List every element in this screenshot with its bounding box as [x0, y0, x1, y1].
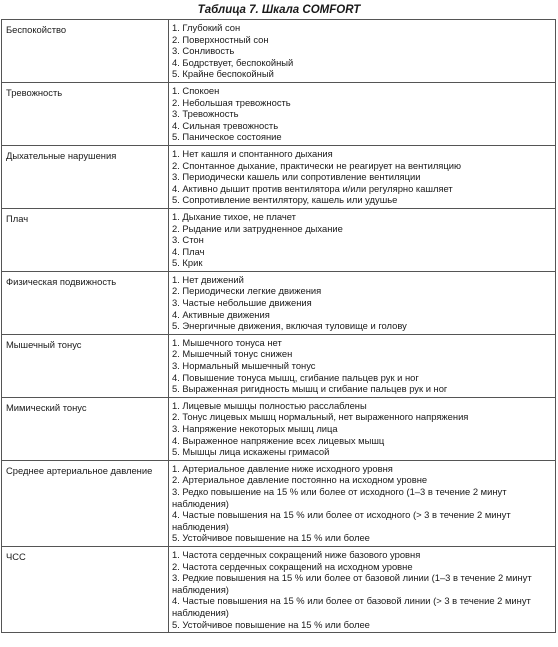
- option-item: 2. Артериальное давление постоянно на исходном уровне: [172, 474, 428, 486]
- table-row: [2, 145, 556, 208]
- parameter-cell: ЧСС: [2, 546, 169, 632]
- option-item: 4. Частые повышения на 15 % или более от базовой линии (> 3 в течение 2 минут наблюдения): [172, 595, 531, 618]
- parameter-cell: Физическая подвижность: [2, 271, 169, 334]
- options-cell: [169, 397, 556, 460]
- option-item: 1. Глубокий сон: [172, 22, 241, 33]
- table-body: [2, 20, 556, 633]
- option-item: 1. Артериальное давление ниже исходного уровня: [172, 462, 393, 474]
- option-item: 4. Выраженное напряжение всех лицевых мышц: [172, 434, 385, 446]
- option-item: 5. Устойчивое повышение на 15 % или более: [172, 532, 370, 544]
- option-item: 3. Редко повышение на 15 % или более от исходного (1–3 в течение 2 минут наблюдения): [172, 485, 507, 509]
- table-title: Таблица 7. Шкала COMFORT: [197, 4, 361, 16]
- parameter-cell: Беспокойство: [2, 20, 169, 83]
- table-row: [2, 460, 556, 546]
- option-item: 3. Сонливость: [172, 45, 235, 57]
- option-item: 2. Рыдание или затрудненное дыхание: [172, 222, 343, 234]
- option-item: 4. Сильная тревожность: [172, 119, 279, 131]
- option-item: 2. Поверхностный сон: [172, 33, 269, 45]
- options-cell: [169, 208, 556, 271]
- option-item: 4. Активные движения: [172, 308, 270, 320]
- option-item: 2. Небольшая тревожность: [172, 96, 291, 108]
- option-item: 5. Крик: [172, 257, 203, 269]
- option-item: 4. Плач: [172, 245, 205, 257]
- option-item: 5. Крайне беспокойный: [172, 68, 274, 80]
- option-item: 3. Нормальный мышечный тонус: [172, 360, 316, 372]
- table-row: [2, 20, 556, 83]
- option-item: 1. Спокоен: [172, 84, 220, 96]
- table-row: [2, 271, 556, 334]
- option-item: 5. Сопротивление вентилятору, кашель или удушье: [172, 194, 398, 206]
- options-cell: [169, 271, 556, 334]
- options-cell: [169, 145, 556, 208]
- option-item: 5. Энергичные движения, включая туловище и голову: [172, 320, 407, 332]
- parameter-cell: Плач: [2, 208, 169, 271]
- option-item: 4. Активно дышит против вентилятора и/или регулярно кашляет: [172, 182, 453, 194]
- option-item: 3. Редкие повышения на 15 % или более от базовой линии (1–3 в течение 2 минут наблюдения): [172, 572, 532, 595]
- parameter-cell: Тревожность: [2, 82, 169, 145]
- parameter-cell: Мышечный тонус: [2, 334, 169, 397]
- options-cell: [169, 460, 556, 546]
- table-row: [2, 397, 556, 460]
- option-item: 1. Частота сердечных сокращений ниже базового уровня: [172, 548, 421, 560]
- option-item: 3. Напряжение некоторых мышц лица: [172, 423, 338, 434]
- table-row: [2, 334, 556, 397]
- option-item: 4. Бодрствует, беспокойный: [172, 56, 294, 68]
- option-item: 4. Повышение тонуса мышц, сгибание пальцев рук и ног: [172, 371, 419, 383]
- parameter-cell: Среднее артериальное давление: [2, 460, 169, 546]
- table-row: [2, 546, 556, 632]
- option-item: 3. Частые небольшие движения: [172, 297, 312, 309]
- option-item: 1. Мышечного тонуса нет: [172, 336, 282, 348]
- option-item: 1. Лицевые мышцы полностью расслаблены: [172, 399, 367, 411]
- option-item: 5. Устойчивое повышение на 15 % или более: [172, 618, 370, 630]
- option-item: 2. Мышечный тонус снижен: [172, 348, 293, 360]
- option-item: 2. Спонтанное дыхание, практически не реагирует на вентиляцию: [172, 159, 462, 171]
- options-cell: [169, 20, 556, 83]
- option-item: 5. Мышцы лица искажены гримасой: [172, 446, 330, 458]
- option-item: 1. Нет движений: [172, 273, 244, 285]
- option-item: 5. Выраженная ригидность мышц и сгибание пальцев рук и ног: [172, 383, 448, 395]
- option-item: 2. Тонус лицевых мышц нормальный, нет выраженного напряжения: [172, 411, 469, 423]
- option-item: 3. Стон: [172, 234, 204, 246]
- table-row: [2, 82, 556, 145]
- options-cell: [169, 334, 556, 397]
- option-item: 1. Нет кашля и спонтанного дыхания: [172, 147, 333, 159]
- option-item: 2. Частота сердечных сокращений на исходном уровне: [172, 560, 413, 572]
- parameter-cell: Мимический тонус: [2, 397, 169, 460]
- comfort-scale-table: [1, 19, 556, 633]
- option-item: 3. Периодически кашель или сопротивление вентиляции: [172, 171, 421, 183]
- options-cell: [169, 82, 556, 145]
- options-cell: [169, 546, 556, 632]
- option-item: 1. Дыхание тихое, не плачет: [172, 210, 296, 222]
- option-item: 4. Частые повышения на 15 % или более от исходного (> 3 в течение 2 минут наблюдения): [172, 509, 511, 532]
- parameter-cell: Дыхательные нарушения: [2, 145, 169, 208]
- option-item: 2. Периодически легкие движения: [172, 285, 322, 297]
- option-item: 3. Тревожность: [172, 108, 239, 120]
- option-item: 5. Паническое состояние: [172, 131, 282, 143]
- table-row: [2, 208, 556, 271]
